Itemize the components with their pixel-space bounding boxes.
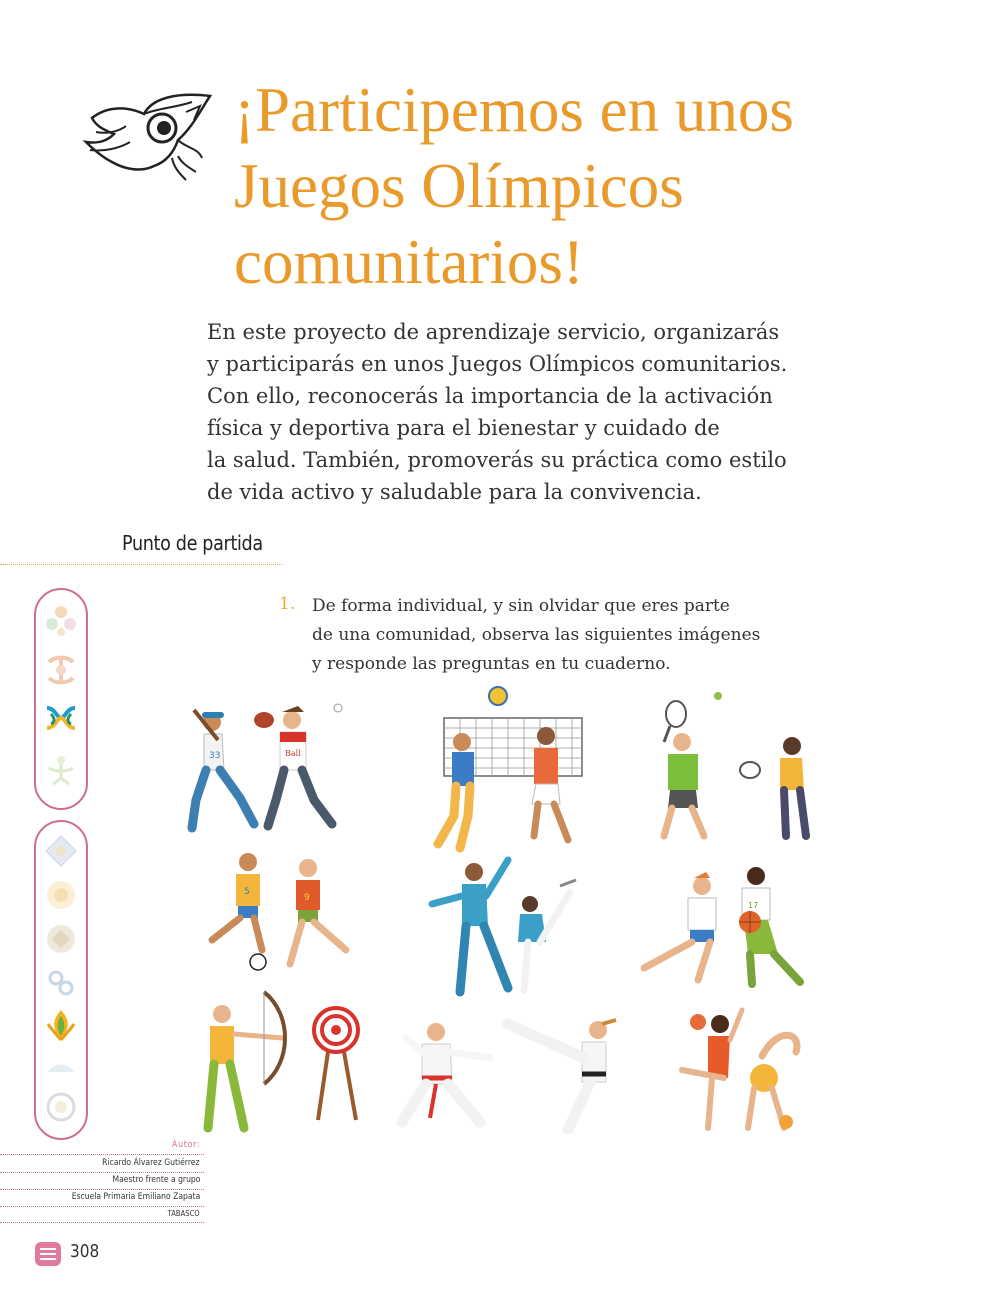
author-name: Ricardo Álvarez Gutiérrez bbox=[102, 1158, 200, 1168]
book-series-icon bbox=[34, 1241, 62, 1267]
author-label: Autor: bbox=[171, 1140, 200, 1150]
credit-divider bbox=[0, 1222, 204, 1223]
artes-icon bbox=[44, 1090, 78, 1124]
question-line: y responde las preguntas en tu cuaderno. bbox=[312, 654, 671, 674]
igualdad-genero-icon bbox=[44, 966, 78, 1000]
title-line: ¡Participemos en unos bbox=[234, 75, 794, 145]
gymnastics-illustration bbox=[668, 1004, 808, 1136]
credit-divider bbox=[0, 1206, 204, 1207]
etica-naturaleza-icon bbox=[43, 700, 79, 736]
interculturalidad-icon bbox=[44, 922, 78, 956]
page-number: 308 bbox=[70, 1241, 100, 1262]
section-heading: Punto de partida bbox=[122, 531, 263, 555]
svg-text:5: 5 bbox=[244, 887, 250, 897]
svg-text:33: 33 bbox=[209, 751, 221, 761]
page-title bbox=[234, 72, 954, 300]
svg-text:Ball: Ball bbox=[285, 749, 301, 758]
credit-divider bbox=[0, 1154, 204, 1155]
section-divider bbox=[0, 564, 282, 565]
intro-paragraph bbox=[207, 316, 887, 508]
author-credits bbox=[0, 1140, 204, 1222]
title-line: comunitarios! bbox=[234, 227, 584, 297]
baseball-players-illustration bbox=[182, 700, 382, 840]
author-role: Maestro frente a grupo bbox=[112, 1175, 200, 1185]
soccer-players-illustration bbox=[192, 850, 362, 974]
svg-text:9: 9 bbox=[304, 893, 310, 903]
author-school: Escuela Primaria Emiliano Zapata bbox=[71, 1192, 200, 1202]
karate-illustration bbox=[392, 1018, 620, 1134]
question-line: De forma individual, y sin olvidar que eres parte bbox=[312, 596, 730, 616]
archery-illustration bbox=[188, 988, 360, 1136]
intro-line: de vida activo y saludable para la convivencia. bbox=[207, 480, 702, 504]
question-line: de una comunidad, observa las siguientes imágenes bbox=[312, 625, 761, 645]
figure-skaters-illustration bbox=[428, 856, 578, 1000]
credit-divider bbox=[0, 1189, 204, 1190]
question-number: 1. bbox=[279, 594, 296, 614]
lenguajes-icon bbox=[43, 602, 79, 638]
saberes-icon bbox=[43, 652, 79, 688]
intro-line: Con ello, reconocerás la importancia de la activación bbox=[207, 384, 773, 408]
intro-line: física y deportiva para el bienestar y cuidado de bbox=[207, 416, 720, 440]
credit-divider bbox=[0, 1172, 204, 1173]
intro-line: la salud. También, promoverás su práctica como estilo bbox=[207, 448, 787, 472]
author-state: TABASCO bbox=[167, 1209, 200, 1218]
inclusion-icon bbox=[44, 834, 78, 868]
basketball-players-illustration bbox=[632, 864, 808, 990]
project-logo-icon bbox=[82, 88, 217, 188]
vida-saludable-icon bbox=[42, 1006, 80, 1044]
tennis-players-illustration bbox=[640, 690, 830, 846]
ejes-articuladores-capsule bbox=[34, 820, 88, 1140]
humano-comunitario-icon bbox=[43, 752, 79, 788]
campo-formativo-capsule bbox=[34, 588, 88, 810]
svg-text:17: 17 bbox=[748, 901, 759, 910]
title-line: Juegos Olímpicos bbox=[234, 151, 684, 221]
pensamiento-critico-icon bbox=[44, 878, 78, 912]
volleyball-players-illustration bbox=[426, 686, 588, 856]
intro-line: y participarás en unos Juegos Olímpicos comunitarios. bbox=[207, 352, 788, 376]
question-text bbox=[312, 592, 872, 679]
intro-line: En este proyecto de aprendizaje servicio, organizarás bbox=[207, 320, 780, 344]
lectura-escritura-icon bbox=[44, 1050, 78, 1084]
